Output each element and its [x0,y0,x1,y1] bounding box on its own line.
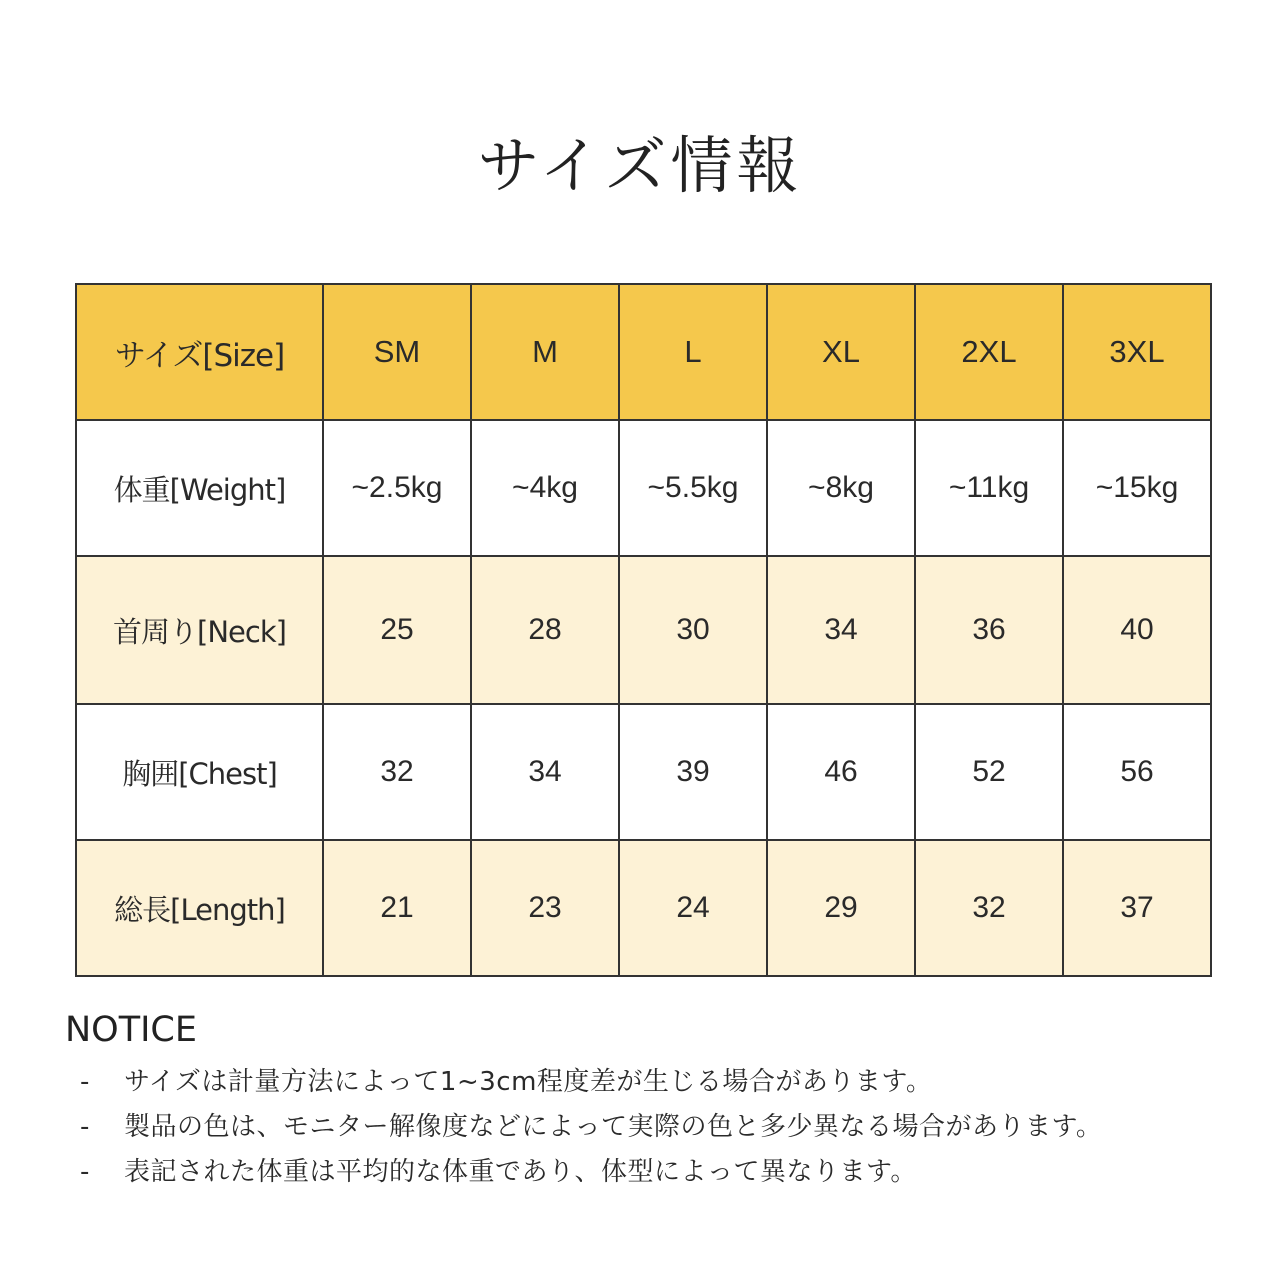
header-cell-sm: SM [323,284,471,420]
table-cell: 56 [1063,704,1211,840]
bullet-dash: - [80,1112,90,1142]
table-row-weight [76,420,1211,556]
bullet-dash: - [80,1067,90,1097]
notice-heading: NOTICE [65,1010,197,1050]
table-cell: 46 [767,704,915,840]
table-cell: 37 [1063,840,1211,976]
notice-text: サイズは計量方法によって1~3cm程度差が生じる場合があります。 [124,1067,933,1097]
list-item [80,1150,1260,1195]
table-cell: 52 [915,704,1063,840]
table-cell: 30 [619,556,767,704]
table-cell: 32 [915,840,1063,976]
table-row-length [76,840,1211,976]
table-cell: 21 [323,840,471,976]
table-cell: 34 [767,556,915,704]
table-row-neck [76,556,1211,704]
table-cell: 40 [1063,556,1211,704]
table-cell: ~15kg [1063,420,1211,556]
row-label-neck: 首周り[Neck] [76,556,323,704]
table-cell: 32 [323,704,471,840]
page-title: サイズ情報 [477,129,803,202]
table-cell: 34 [471,704,619,840]
table-cell: 25 [323,556,471,704]
notice-text: 製品の色は、モニター解像度などによって実際の色と多少異なる場合があります。 [124,1112,1103,1142]
header-cell-2xl: 2XL [915,284,1063,420]
list-item [80,1060,1260,1105]
table-cell: ~8kg [767,420,915,556]
size-chart-table [75,283,1212,977]
table-cell: 24 [619,840,767,976]
row-label-length: 総長[Length] [76,840,323,976]
table-header-row [76,284,1211,420]
list-item [80,1105,1260,1150]
table-cell: 39 [619,704,767,840]
table-cell: 36 [915,556,1063,704]
table-cell: 23 [471,840,619,976]
table-cell: ~2.5kg [323,420,471,556]
row-label-chest: 胸囲[Chest] [76,704,323,840]
table-row-chest [76,704,1211,840]
table-cell: ~4kg [471,420,619,556]
bullet-dash: - [80,1157,90,1187]
table-cell: ~11kg [915,420,1063,556]
header-cell-m: M [471,284,619,420]
row-label-weight: 体重[Weight] [76,420,323,556]
table-cell: 28 [471,556,619,704]
header-cell-xl: XL [767,284,915,420]
notice-text: 表記された体重は平均的な体重であり、体型によって異なります。 [124,1157,917,1187]
header-cell-l: L [619,284,767,420]
notice-list [80,1060,1260,1195]
table-cell: ~5.5kg [619,420,767,556]
header-cell-3xl: 3XL [1063,284,1211,420]
table-cell: 29 [767,840,915,976]
header-cell-size: サイズ[Size] [76,284,323,420]
